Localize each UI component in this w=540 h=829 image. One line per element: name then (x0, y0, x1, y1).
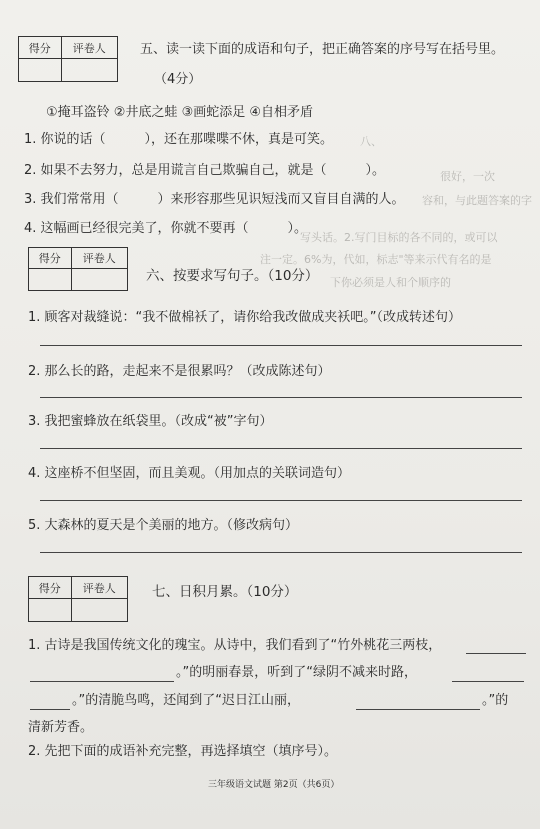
score-label: 得分 (29, 577, 72, 599)
grader-label: 评卷人 (72, 248, 127, 269)
answer-line-q5[interactable] (40, 552, 522, 553)
section-5-options: ①掩耳盗铃 ②井底之蛙 ③画蛇添足 ④自相矛盾 (46, 105, 314, 120)
section-5-title: 五、读一读下面的成语和句子，把正确答案的序号写在括号里。 (140, 42, 505, 57)
answer-line-q1[interactable] (40, 345, 522, 346)
poem-blank-1[interactable] (466, 653, 526, 654)
section-7-q1-line1: 1. 古诗是我国传统文化的瑰宝。从诗中，我们看到了“竹外桃花三两枝， (28, 638, 442, 653)
page-footer: 三年级语文试题 第2页（共6页） (208, 780, 340, 790)
section-5-q3: 3. 我们常常用（ ）来形容那些见识短浅而又盲目自满的人。 (24, 192, 405, 207)
section-6-q5: 5. 大森林的夏天是个美丽的地方。（修改病句） (28, 518, 299, 533)
section-6-title: 六、按要求写句子。（10分） (146, 268, 319, 284)
bleed-through-2: 很好，一次 (440, 170, 495, 183)
bleed-through-5: 注一定。6%为，代如，标志"等来示代有名的是 (260, 253, 492, 266)
answer-line-q2[interactable] (40, 397, 522, 398)
bleed-through-4: 写头话。2.写门目标的各不同的，或可以 (300, 231, 498, 244)
section-6-q2: 2. 那么长的路，走起来不是很累吗？（改成陈述句） (28, 364, 331, 379)
grader-label: 评卷人 (72, 577, 127, 599)
section-7-q1-line2: 。”的明丽春景，听到了“绿阴不减来时路， (176, 665, 417, 680)
section-6-q1: 1. 顾客对裁缝说：“我不做棉袄了，请你给我改做成夹袄吧。”（改成转述句） (28, 310, 462, 325)
poem-blank-5[interactable] (356, 709, 480, 710)
section-7-q1-line3-end: 。”的 (482, 693, 509, 708)
section-6-q3: 3. 我把蜜蜂放在纸袋里。（改成“被”字句） (28, 414, 273, 429)
section-5-points: （4分） (154, 72, 202, 87)
score-cell[interactable] (19, 59, 62, 81)
section-7-q1-line4: 清新芳香。 (28, 720, 94, 735)
poem-blank-3[interactable] (452, 681, 524, 682)
section-7-q1-line3: 。”的清脆鸟鸣，还闻到了“迟日江山丽， (72, 693, 300, 708)
bleed-through-1: 八、 (360, 135, 382, 148)
score-cell[interactable] (29, 269, 72, 290)
score-box-section-7 (28, 576, 128, 622)
grader-cell[interactable] (72, 269, 127, 290)
bleed-through-3: 容和，与此题答案的字 (422, 194, 532, 207)
answer-line-q4[interactable] (40, 500, 522, 501)
score-label: 得分 (29, 248, 72, 269)
bleed-through-6: 下你必须是人和个顺序的 (330, 276, 451, 289)
section-5-q1: 1. 你说的话（ ），还在那喋喋不休，真是可笑。 (24, 132, 334, 147)
section-5-q2: 2. 如果不去努力，总是用谎言自己欺骗自己，就是（ ）。 (24, 163, 386, 178)
score-box-section-5 (18, 36, 118, 82)
score-label: 得分 (19, 37, 62, 59)
poem-blank-2[interactable] (30, 681, 174, 682)
grader-cell[interactable] (72, 599, 127, 621)
section-7-title: 七、日积月累。（10分） (152, 584, 298, 600)
section-7-q2: 2. 先把下面的成语补充完整，再选择填空（填序号）。 (28, 744, 338, 759)
section-6-q4: 4. 这座桥不但坚固，而且美观。（用加点的关联词造句） (28, 466, 351, 481)
section-5-q4: 4. 这幅画已经很完美了，你就不要再（ ）。 (24, 221, 308, 236)
grader-cell[interactable] (62, 59, 117, 81)
score-cell[interactable] (29, 599, 72, 621)
poem-blank-4[interactable] (30, 709, 70, 710)
score-box-section-6 (28, 247, 128, 291)
grader-label: 评卷人 (62, 37, 117, 59)
answer-line-q3[interactable] (40, 448, 522, 449)
